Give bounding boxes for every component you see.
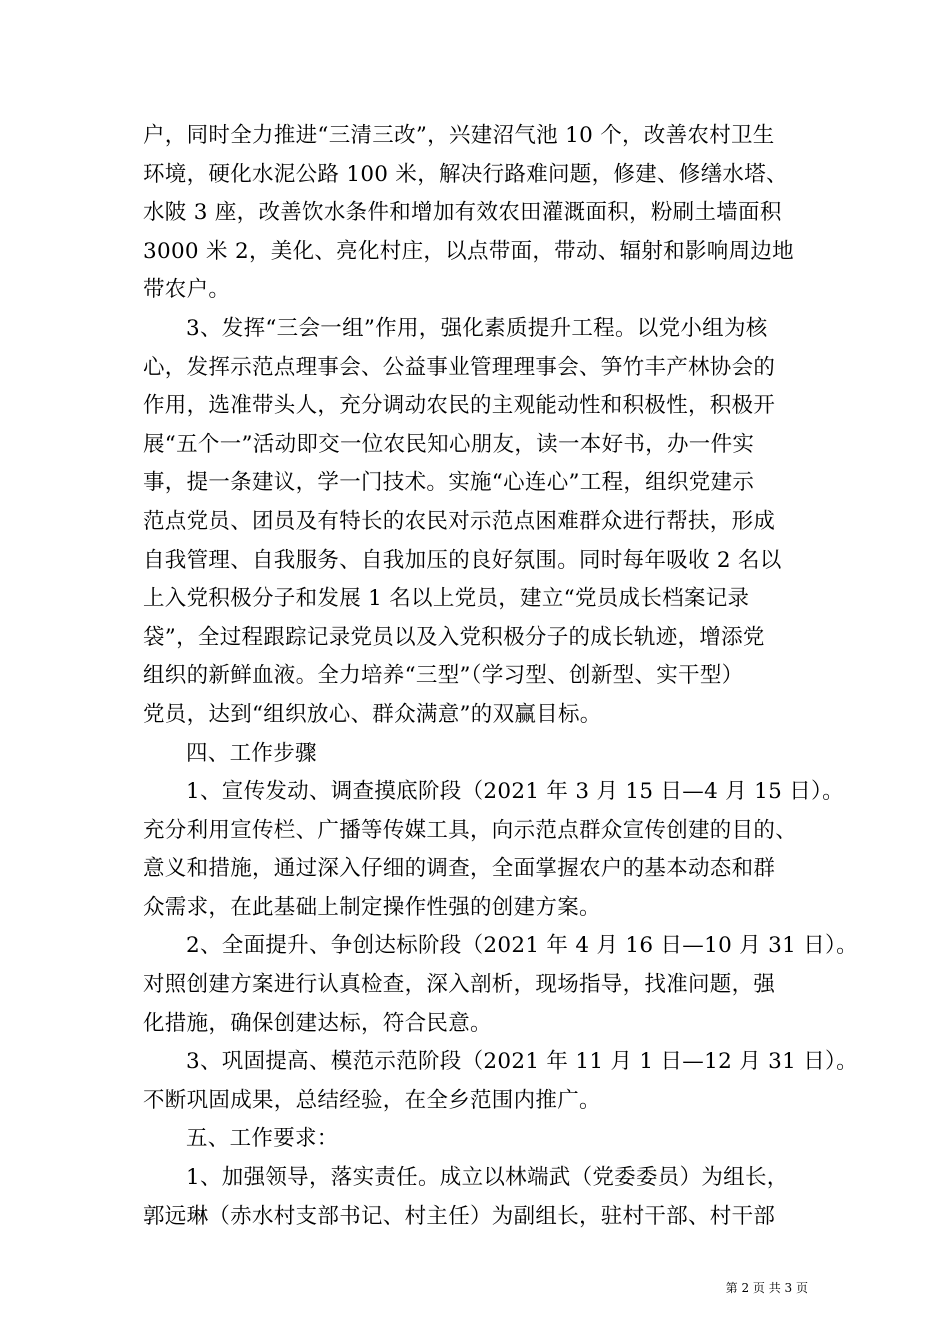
document-body bbox=[143, 117, 858, 1236]
text-line: 郭远琳（赤水村支部书记、村主任）为副组长，驻村干部、村干部 bbox=[143, 1203, 776, 1229]
text-line: 化措施，确保创建达标，符合民意。 bbox=[143, 1010, 492, 1036]
text-line: 3、发挥“三会一组”作用，强化素质提升工程。以党小组为核 bbox=[186, 315, 768, 341]
text-line: 不断巩固成果，总结经验，在全乡范围内推广。 bbox=[143, 1087, 601, 1113]
text-line: 环境，硬化水泥公路 100 米，解决行路难问题，修建、修缮水塔、 bbox=[143, 161, 788, 187]
text-line: 作用，选准带头人，充分调动农民的主观能动性和积极性，积极开 bbox=[143, 393, 776, 419]
page-number-footer: 第 2 页 共 3 页 bbox=[725, 1281, 808, 1295]
text-line: 3000 米 2，美化、亮化村庄，以点带面，带动、辐射和影响周边地 bbox=[143, 238, 794, 264]
text-line: 五、工作要求： bbox=[186, 1126, 339, 1152]
text-line: 四、工作步骤 bbox=[186, 740, 317, 766]
text-line: 范点党员、团员及有特长的农民对示范点困难群众进行帮扶，形成 bbox=[143, 508, 776, 534]
text-line: 水陂 3 座，改善饮水条件和增加有效农田灌溉面积，粉刷土墙面积 bbox=[143, 200, 782, 226]
text-line: 意义和措施，通过深入仔细的调查，全面掌握农户的基本动态和群 bbox=[143, 856, 776, 882]
text-line: 袋”，全过程跟踪记录党员以及入党积极分子的成长轨迹，增添党 bbox=[143, 624, 765, 650]
text-line: 事，提一条建议，学一门技术。实施“心连心”工程，组织党建示 bbox=[143, 470, 755, 496]
text-line: 众需求，在此基础上制定操作性强的创建方案。 bbox=[143, 894, 601, 920]
text-line: 充分利用宣传栏、广播等传媒工具，向示范点群众宣传创建的目的、 bbox=[143, 817, 798, 843]
text-line: 1、加强领导，落实责任。成立以林端武（党委委员）为组长， bbox=[186, 1165, 789, 1191]
text-line: 3、巩固提高、模范示范阶段（2021 年 11 月 1 日—12 月 31 日）。 bbox=[186, 1049, 858, 1075]
text-line: 1、宣传发动、调查摸底阶段（2021 年 3 月 15 日—4 月 15 日）。 bbox=[186, 779, 844, 805]
text-line: 展“五个一”活动即交一位农民知心朋友，读一本好书，办一件实 bbox=[143, 431, 755, 457]
text-line: 党员，达到“组织放心、群众满意”的双赢目标。 bbox=[143, 701, 602, 727]
text-line: 组织的新鲜血液。全力培养“三型”（学习型、创新型、实干型） bbox=[143, 663, 744, 689]
text-line: 对照创建方案进行认真检查，深入剖析，现场指导，找准问题，强 bbox=[143, 972, 776, 998]
text-line: 2、全面提升、争创达标阶段（2021 年 4 月 16 日—10 月 31 日）。 bbox=[186, 933, 858, 959]
text-line: 户，同时全力推进“三清三改”，兴建沼气池 10 个，改善农村卫生 bbox=[143, 123, 775, 148]
text-line: 带农户。 bbox=[143, 277, 231, 303]
text-line: 自我管理、自我服务、自我加压的良好氛围。同时每年吸收 2 名以 bbox=[143, 547, 782, 573]
text-line: 上入党积极分子和发展 1 名以上党员，建立“党员成长档案记录 bbox=[143, 586, 750, 612]
text-line: 心，发挥示范点理事会、公益事业管理理事会、笋竹丰产林协会的 bbox=[143, 354, 776, 380]
